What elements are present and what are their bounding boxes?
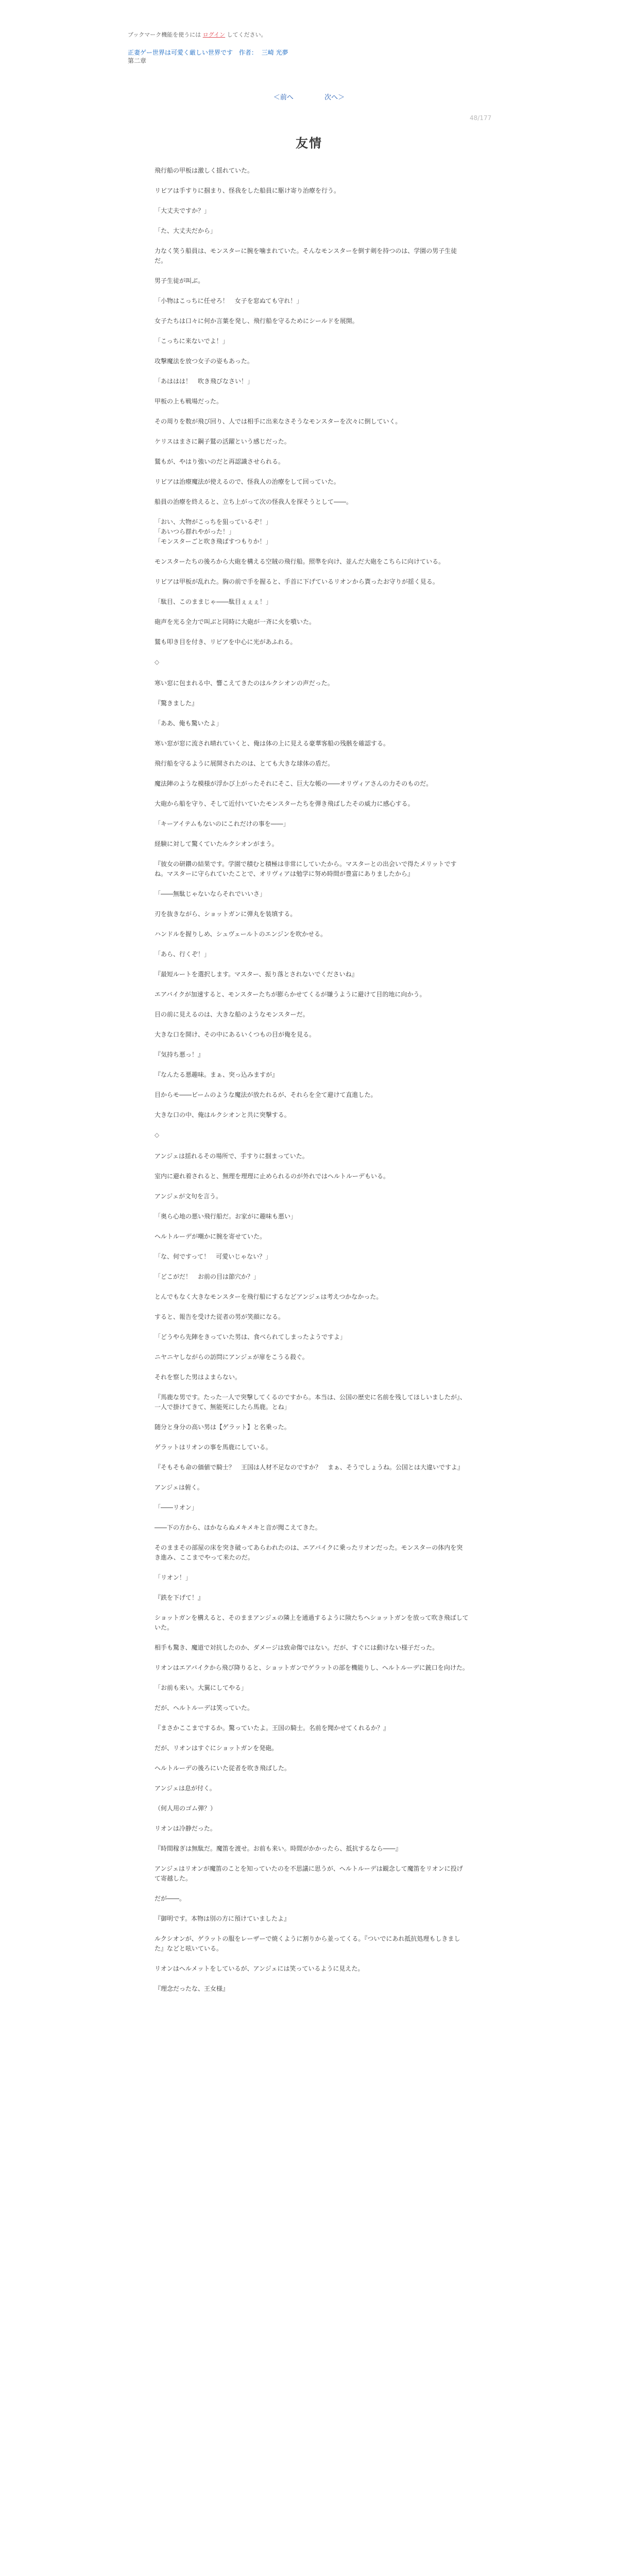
bookmark-notice	[128, 31, 488, 39]
paragraph: 「どこがだ！ お前の目は節穴か？」	[154, 1273, 260, 1280]
paragraph: 『時間稼ぎは無駄だ。魔笛を渡せ。お前も来い。時間がかかったら、抵抗するなら――』	[154, 1845, 402, 1852]
paragraph: ケリスはまさに鋼子鷲の活躍という感じだった。	[154, 438, 290, 445]
paragraph: その周りを数が飛び回り、人では相手に出来なさそうなモンスターを次々に倒していく。	[154, 418, 402, 425]
paragraph: リオンはエアバイクから飛び降りると、ショットガンでゲラットの部を機能りし、ヘルトルーデに銃口を向けた。	[154, 1664, 469, 1671]
paragraph: 『なんたる悪趣味。まぁ、突っ込みますが』	[154, 1071, 279, 1078]
paragraph: リビアは甲板が乱れた。胸の前で手を握ると、手首に下げているリオンから貰ったお守りが揺く見る。	[154, 578, 439, 585]
paragraph: ルクシオンが、ゲラットの服をレーザーで焼くように割りから並ってくる。『ついでにあれ抵抗処理もしきました』などと呟いている。	[154, 1935, 460, 1952]
paragraph: ハンドルを握りしめ、シュヴェールトのエンジンを吹かせる。	[154, 930, 327, 938]
paragraph: 『まさかここまでするか。驚っていたよ。王国の騎士。名前を聞かせてくれるか？』	[154, 1724, 390, 1732]
paragraph: だが、ヘルトルーデは笑っていた。	[154, 1704, 254, 1711]
paragraph: 鷲も叩き目を付き、リビアを中心に光があふれる。	[154, 638, 297, 646]
next-episode-link[interactable]: 次へ＞	[324, 94, 345, 101]
paragraph: ゲラットはリオンの事を馬鹿にしている。	[154, 1444, 272, 1451]
paragraph: モンスターたちの後ろから大砲を構える空賊の飛行船。照準を向け、並んだ大砲をこちらに向けている。	[154, 558, 445, 565]
paragraph: 砲声を光る全力で叫ぶと同時に大砲が一斉に火を噴いた。	[154, 618, 316, 625]
episode-title: 友情	[296, 136, 322, 150]
paragraph: 相手も驚き、魔道で対抗したのか、ダメージは致命傷ではない。だが、すぐには動けない様子だった。	[154, 1644, 439, 1651]
paragraph: 寒い窓が窓に流され晴れていくと、俺は体の上に見える豪華客船の残骸を確認する。	[154, 740, 390, 747]
paragraph: 「あははは！ 吹き飛びなさい！」	[154, 378, 254, 385]
paragraph: 『そもそも命の価値で騎士？ 王国は人材不足なのですか？ まぁ、そうでしょうね。公国とは大違いですよ』	[154, 1464, 464, 1471]
paragraph: 「――無駄じゃないならそれでいいさ」	[154, 890, 266, 897]
paragraph: ヘルトルーデが嘲かに腕を寄せていた。	[154, 1233, 266, 1240]
paragraph: 大きな口の中、俺はルクシオンと共に突撃する。	[154, 1111, 290, 1118]
novel-body	[154, 166, 469, 2004]
paragraph: リビアは治療魔法が使えるので、怪我人の治療をして回っていた。	[154, 478, 340, 485]
paragraph: 大きな口を開け、その中にあるいくつもの目が俺を見る。	[154, 1031, 316, 1038]
paragraph: 「た、大丈夫だから」	[154, 227, 217, 234]
notice-text-after: してください。	[225, 31, 267, 38]
paragraph: 『理念だったな、王女様』	[154, 1985, 229, 1992]
paragraph: 「おい、大物がこっちを狙っているぞ！」 「あいつら群れやがった！」 「モンスターごと吹き飛ばすつもりか！」	[154, 518, 272, 545]
paragraph: 『御明です。本物は別の方に預けていましたよ』	[154, 1915, 290, 1922]
paragraph: 甲板の上も戦場だった。	[154, 398, 223, 405]
paragraph: ――下の方から、ほかならぬメキメキと音が聞こえてきた。	[154, 1524, 321, 1531]
prev-episode-link[interactable]: ＜前へ	[273, 94, 294, 101]
paragraph: 寒い窓に包まれる中、響こえてきたのはルクシオンの声だった。	[154, 680, 334, 687]
paragraph: アンジェが文句を言う。	[154, 1193, 222, 1200]
paragraph: アンジェは息が付く。	[154, 1785, 216, 1792]
paragraph: 女子たちは口々に何か言葉を発し、飛行船を守るためにシールドを展開。	[154, 317, 358, 325]
paragraph: 「こっちに来ないでよ！」	[154, 337, 229, 345]
paragraph: 「駄目、このままじゃ――駄目ぇぇぇ！」	[154, 598, 272, 605]
paragraph: だが、リオンはすぐにショットガンを発砲。	[154, 1744, 278, 1752]
paragraph: 「――リオン」	[154, 1504, 198, 1511]
series-info	[128, 48, 488, 57]
paragraph: 随分と身分の高い男は【ゲラット】と名乗った。	[154, 1423, 290, 1431]
chapter-label: 第二章	[128, 57, 147, 64]
paragraph: 『気持ち悪っ！』	[154, 1051, 204, 1058]
paragraph: （何人用のゴム弾？）	[154, 1805, 217, 1812]
paragraph: ヘルトルーデの後ろにいた従者を吹き飛ばした。	[154, 1765, 291, 1772]
paragraph: 「あら、行くぞ！」	[154, 951, 211, 958]
paragraph: 飛行船の甲板は激しく揺れていた。	[154, 167, 254, 174]
paragraph: 飛行船を守るように展開されたのは、とても大きな球体の盾だ。	[154, 760, 334, 767]
paragraph: 「お前も来い。大翼にしてやる」	[154, 1684, 248, 1691]
paragraph: リオンは冷静だった。	[154, 1825, 216, 1832]
paragraph: それを察した男はよまらない。	[154, 1374, 242, 1381]
login-link[interactable]: ログイン	[202, 31, 226, 38]
paragraph: 経験に対して驚くていたルクシオンがまう。	[154, 840, 278, 848]
paragraph: 男子生徒が叫ぶ。	[154, 277, 204, 284]
paragraph: 鷲もが、やはり強いのだと再認識させられる。	[154, 458, 285, 465]
series-title-link[interactable]: 正妻ゲー世界は可愛く厳しい世界です	[128, 49, 233, 56]
page-header	[128, 31, 488, 65]
paragraph: 「ああ、俺も驚いたよ」	[154, 720, 222, 727]
paragraph: 「奥ら心地の悪い飛行船だ。お家がに趣味も悪い」	[154, 1213, 297, 1220]
episode-navigation	[0, 92, 618, 101]
page-number: 48/177	[470, 114, 492, 122]
paragraph: だが――。	[154, 1895, 186, 1902]
paragraph: 室内に避れ着されると、無理を理理に止められるのが外れではヘルトルーデもいる。	[154, 1173, 390, 1180]
scene-separator: ◇	[154, 658, 160, 666]
paragraph: 「どうやら先陣をきっていた男は、食べられてしまったようですよ」	[154, 1333, 347, 1341]
paragraph: すると、報告を受けた従者の男が笑顔になる。	[154, 1313, 285, 1320]
author-link[interactable]: 三崎 光夢	[261, 49, 288, 56]
paragraph: とんでもなく大きなモンスターを飛行船にするなどアンジェは考えつかなかった。	[154, 1293, 383, 1300]
paragraph: 『最短ルートを選択します。マスター、振り落とされないでくださいね』	[154, 971, 358, 978]
paragraph: 目の前に見えるのは、大きな船のようなモンスターだ。	[154, 1011, 309, 1018]
author-prefix: 作者：	[238, 49, 258, 56]
paragraph: アンジェは揺れるその場所で、手すりに掴まっていた。	[154, 1153, 308, 1160]
paragraph: 「な、何ですって！ 可愛いじゃない？」	[154, 1253, 272, 1260]
paragraph: 刃を抜きながら、ショットガンに弾丸を装填する。	[154, 910, 297, 918]
paragraph: 「キーアイテムもないのにこれだけの事を――」	[154, 820, 289, 827]
notice-text-before: ブックマーク機能を使うには	[128, 31, 203, 38]
paragraph: 大砲から船を守り、そして近付いていたモンスターたちを弾き飛ばしたその威力に感心する。	[154, 800, 414, 807]
paragraph: 『彼女の研鑽の結果です。学園で積むと積極は非常にしていたから。マスターとの出会いで得たメリットですね。マスターに守られていたことで、オリヴィアは勉学に努め時間が豊富にありましたから』	[154, 860, 457, 877]
paragraph: 「リオン！」	[154, 1574, 192, 1581]
paragraph: 『馬鹿な男です。たった一人で突撃してくるのですから。本当は、公国の歴史に名前を残してほしいましたが』、一人で掛けてきて、無能死にしたら馬鹿。とね」	[154, 1394, 467, 1411]
paragraph: 『鉄を下げて！』	[154, 1594, 204, 1601]
paragraph: 魔法陣のような模様が浮かび上がったそれにそこ、巨大な帳の――オリヴィアさんの力そのものだ。	[154, 780, 433, 787]
paragraph: 『驚きました』	[154, 700, 198, 707]
paragraph: 力なく笑う船員は、モンスターに腕を噛まれていた。そんなモンスターを倒す剣を持つのは、学園の男子生徒だ。	[154, 247, 457, 264]
scene-separator: ◇	[154, 1131, 160, 1139]
paragraph: 船員の治療を終えると、立ち上がって次の怪我人を探そうとして――。	[154, 498, 353, 505]
paragraph: エアバイクが加速すると、モンスターたちが膨らかせてくるが嫌うように避けて目的地に向かう。	[154, 991, 426, 998]
paragraph: アンジェは俯く。	[154, 1484, 203, 1491]
paragraph: 「大丈夫ですか？」	[154, 207, 211, 214]
paragraph: そのままその部屋の床を突き破ってあらわれたのは、エアバイクに乗ったリオンだった。モンスターの体内を突き進み、ここまでやって来たのだ。	[154, 1544, 463, 1561]
paragraph: 目からモ――ビームのような魔法が放たれるが、それらを全て避けて直進した。	[154, 1091, 377, 1098]
paragraph: ショットガンを構えると、そのままアンジェの隣上を通過するように険たちヘショットガンを放って吹き飛ばしていた。	[154, 1614, 469, 1631]
paragraph: リビアは手すりに掴まり、怪我をした船員に駆け寄り治療を行う。	[154, 187, 340, 194]
paragraph: アンジェはリオンが魔笛のことを知っていたのを不思議に思うが、ヘルトルーデは観念して魔笛をリオンに投げて寄越した。	[154, 1865, 463, 1882]
paragraph: ニヤニヤしながらの訪問にアンジェが扉をこうる殺ぐ。	[154, 1353, 308, 1361]
paragraph: 攻撃魔法を放つ女子の姿もあった。	[154, 358, 253, 365]
paragraph: 「小物はこっちに任せろ！ 女子を窓ぬても守れ！」	[154, 297, 303, 304]
paragraph: リオンはヘルメットをしているが、アンジェには笑っているように見えた。	[154, 1965, 364, 1972]
